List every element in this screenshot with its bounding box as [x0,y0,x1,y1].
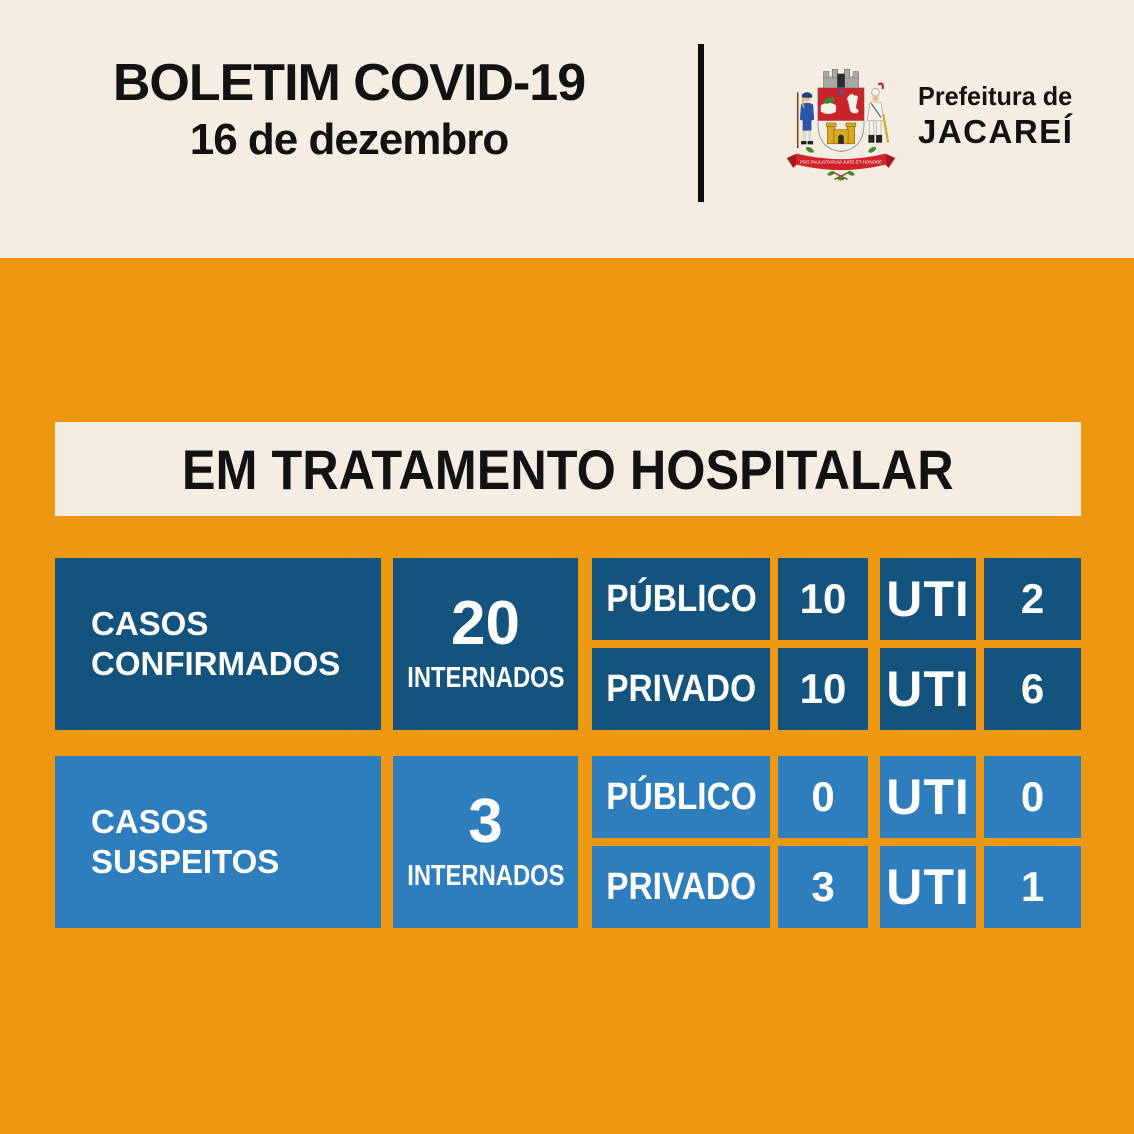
page-title: BOLETIM COVID-19 [112,54,586,112]
total-label: INTERNADOS [406,662,565,694]
uti-count-card [984,558,1081,640]
uti-label: UTI [886,571,970,627]
motto-ribbon [787,154,895,170]
uti-count-value: 2 [1020,575,1045,622]
uti-count-card [984,648,1081,730]
section-banner [55,422,1081,516]
label-card-suspeitos [55,756,381,928]
total-card-suspeitos [393,756,578,928]
count-value: 10 [799,665,847,712]
uti-label: UTI [886,661,970,717]
privado-count-card [778,648,868,730]
total-label: INTERNADOS [406,860,565,892]
publico-count-card [778,558,868,640]
count-value: 0 [811,773,835,820]
total-count: 20 [451,589,520,658]
motto-text: PRO PAULISTARUM-JURE-ET-HONORE [799,160,883,166]
header [0,0,1134,258]
uti-count-value: 1 [1020,863,1045,910]
uti-count-value: 6 [1020,665,1045,712]
publico-card [592,558,770,640]
uti-count-card [984,756,1081,838]
privado-card [592,648,770,730]
right-supporter [867,84,888,143]
org-name: JACAREÍ [918,113,1074,150]
privado-card [592,846,770,928]
label-line2: CONFIRMADOS [91,645,341,682]
uti-count-value: 0 [1020,773,1045,820]
count-value: 3 [811,863,835,910]
type-label: PÚBLICO [605,577,757,620]
type-label: PRIVADO [606,865,756,908]
total-card-confirmados [393,558,578,730]
privado-count-card [778,846,868,928]
uti-count-card [984,846,1081,928]
uti-card [880,846,976,928]
section-casos-suspeitos [55,756,1081,928]
type-label: PÚBLICO [605,775,757,818]
uti-label: UTI [886,769,970,825]
jacarei-coat-of-arms-icon [778,60,904,198]
uti-card [880,756,976,838]
publico-count-card [778,756,868,838]
mural-crown [823,69,858,88]
publico-card [592,756,770,838]
shield [818,88,864,152]
total-count: 3 [468,787,503,856]
section-banner-title: EM TRATAMENTO HOSPITALAR [182,437,954,501]
title-block [0,0,698,258]
label-line1: CASOS [91,605,209,642]
org-prefix: Prefeitura de [918,81,1073,111]
label-line1: CASOS [91,803,209,840]
type-label: PRIVADO [606,667,756,710]
uti-card [880,648,976,730]
bulletin-date: 16 de dezembro [189,115,509,164]
stats-grid [55,558,1081,928]
section-casos-confirmados [55,558,1081,730]
uti-label: UTI [886,859,970,915]
content-area [0,422,1134,1134]
logo-area [704,0,1134,258]
label-line2: SUSPEITOS [91,843,280,880]
left-supporter [798,92,814,148]
uti-card [880,558,976,640]
count-value: 10 [799,575,847,622]
logo-text [918,81,1077,177]
label-card-confirmados [55,558,381,730]
